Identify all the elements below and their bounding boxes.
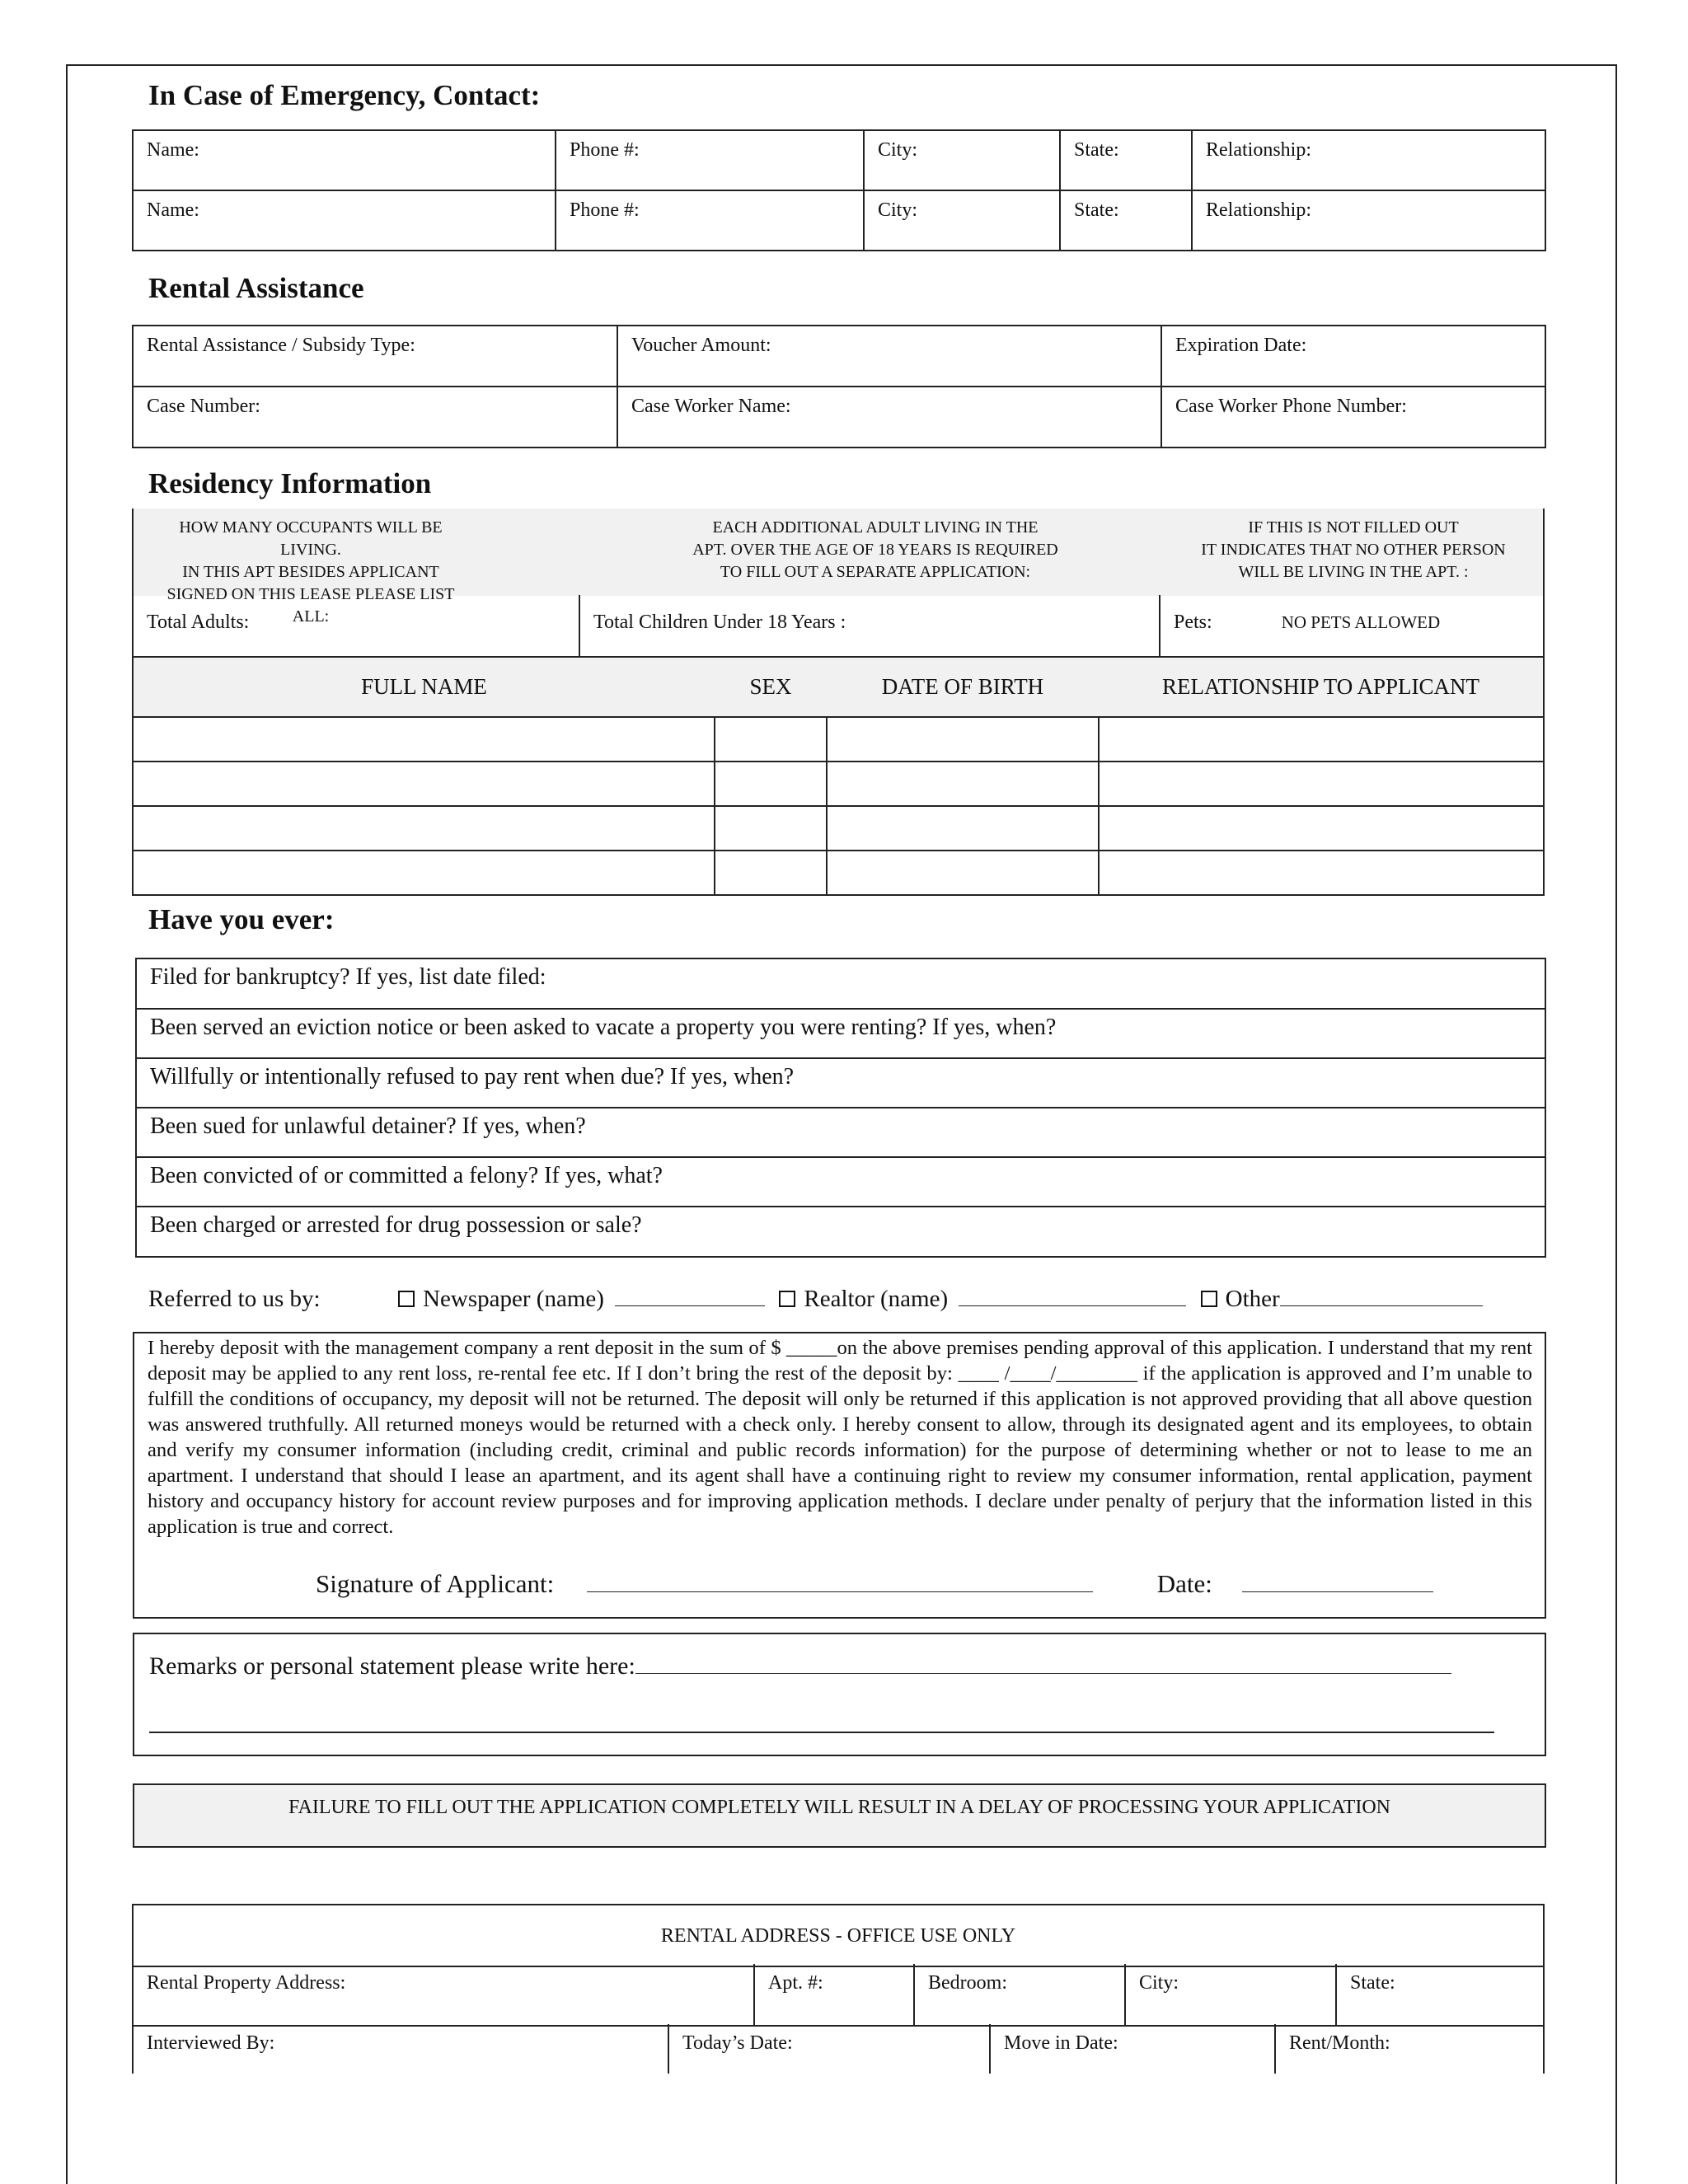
office-state-field[interactable]: State: [1336, 1964, 1544, 2026]
residency-note-adults: EACH ADDITIONAL ADULT LIVING IN THE APT. OVER THE AGE OF 18 YEARS IS REQUIRED TO FILL OUT A SEPARATE APPLICATION: [692, 518, 1058, 581]
occupant-sex-cell[interactable] [715, 806, 827, 851]
realtor-checkbox[interactable] [779, 1291, 795, 1307]
signature-date-line[interactable] [1242, 1591, 1433, 1592]
signature-line[interactable] [587, 1591, 1093, 1592]
emergency-table [132, 129, 1546, 251]
occupant-dob-cell[interactable] [827, 851, 1099, 895]
move-in-date-field[interactable]: Move in Date: [990, 2024, 1275, 2074]
occupant-name-cell[interactable] [133, 717, 715, 762]
emergency-relationship-2[interactable]: Relationship: [1192, 190, 1545, 251]
occupant-name-cell[interactable] [133, 851, 715, 895]
question-felony[interactable]: Been convicted of or committed a felony? If yes, what? [136, 1157, 1545, 1207]
interviewed-by-field[interactable]: Interviewed By: [133, 2024, 668, 2074]
have-you-ever-heading: Have you ever: [148, 903, 335, 935]
remarks-line-2[interactable] [149, 1732, 1494, 1733]
residency-totals-table [132, 595, 1545, 658]
residency-heading: Residency Information [148, 467, 432, 499]
case-worker-phone-field[interactable]: Case Worker Phone Number: [1161, 387, 1545, 448]
emergency-state-2[interactable]: State: [1060, 190, 1192, 251]
date-label: Date: [1156, 1569, 1212, 1598]
newspaper-label: Newspaper (name) [423, 1286, 604, 1312]
case-number-field[interactable]: Case Number: [133, 387, 617, 448]
question-drugs[interactable]: Been charged or arrested for drug possession or sale? [136, 1207, 1545, 1257]
bedroom-field[interactable]: Bedroom: [914, 1964, 1125, 2026]
question-unlawful-detainer[interactable]: Been sued for unlawful detainer? If yes, when? [136, 1108, 1545, 1157]
signature-row [316, 1569, 1433, 1599]
office-use-row1-table [132, 1964, 1545, 2027]
rental-assistance-heading: Rental Assistance [148, 272, 364, 304]
occupant-sex-cell[interactable] [715, 717, 827, 762]
emergency-city-1[interactable]: City: [864, 130, 1060, 190]
office-city-field[interactable]: City: [1125, 1964, 1336, 2026]
emergency-phone-1[interactable]: Phone #: [556, 130, 864, 190]
col-full-name: FULL NAME [133, 657, 715, 717]
rent-month-field[interactable]: Rent/Month: [1275, 2024, 1544, 2074]
pets-value: NO PETS ALLOWED [1281, 612, 1441, 632]
remarks-box [133, 1633, 1546, 1756]
emergency-name-1[interactable]: Name: [133, 130, 556, 190]
question-refused-rent[interactable]: Willfully or intentionally refused to pay rent when due? If yes, when? [136, 1058, 1545, 1108]
col-relationship: RELATIONSHIP TO APPLICANT [1099, 657, 1544, 717]
emergency-state-1[interactable]: State: [1060, 130, 1192, 190]
occupant-relationship-cell[interactable] [1099, 851, 1544, 895]
questions-table [135, 958, 1546, 1258]
newspaper-name-line[interactable] [615, 1305, 765, 1306]
occupant-dob-cell[interactable] [827, 806, 1099, 851]
total-children-field[interactable]: Total Children Under 18 Years : [579, 595, 1160, 657]
expiration-date-field[interactable]: Expiration Date: [1161, 326, 1545, 387]
occupant-sex-cell[interactable] [715, 851, 827, 895]
col-sex: SEX [715, 657, 827, 717]
signature-label: Signature of Applicant: [316, 1569, 555, 1598]
pets-label: Pets: [1174, 612, 1212, 633]
other-label: Other [1225, 1286, 1280, 1312]
occupant-relationship-cell[interactable] [1099, 806, 1544, 851]
voucher-amount-field[interactable]: Voucher Amount: [617, 326, 1161, 387]
other-line[interactable] [1280, 1305, 1483, 1306]
referral-label: Referred to us by: [148, 1286, 321, 1312]
case-worker-name-field[interactable]: Case Worker Name: [617, 387, 1161, 448]
pets-field[interactable] [1160, 595, 1544, 657]
other-checkbox[interactable] [1201, 1291, 1217, 1307]
residency-note-occupants: HOW MANY OCCUPANTS WILL BE LIVING. IN THIS APT BESIDES APPLICANT SIGNED ON THIS LEASE PLEASE LIST ALL: [166, 518, 455, 626]
referral-row [148, 1286, 1550, 1313]
rental-property-address-field[interactable]: Rental Property Address: [133, 1964, 754, 2026]
occupants-table [132, 656, 1545, 896]
remarks-label: Remarks or personal statement please write here: [149, 1652, 635, 1680]
subsidy-type-field[interactable]: Rental Assistance / Subsidy Type: [133, 326, 617, 387]
realtor-label: Realtor (name) [804, 1286, 949, 1312]
realtor-name-line[interactable] [959, 1305, 1186, 1306]
office-use-title: RENTAL ADDRESS - OFFICE USE ONLY [133, 1905, 1544, 1966]
occupant-dob-cell[interactable] [827, 717, 1099, 762]
apt-number-field[interactable]: Apt. #: [754, 1964, 914, 2026]
question-eviction[interactable]: Been served an eviction notice or been asked to vacate a property you were renting? If yes, when? [136, 1009, 1545, 1058]
emergency-city-2[interactable]: City: [864, 190, 1060, 251]
emergency-name-2[interactable]: Name: [133, 190, 556, 251]
remarks-row [149, 1652, 1451, 1680]
occupant-sex-cell[interactable] [715, 762, 827, 806]
todays-date-field[interactable]: Today’s Date: [668, 2024, 990, 2074]
total-adults-field[interactable]: Total Adults: [133, 595, 579, 657]
rental-assistance-table [132, 325, 1546, 448]
warning-banner: FAILURE TO FILL OUT THE APPLICATION COMPLETELY WILL RESULT IN A DELAY OF PROCESSING YOUR APPLICATION [133, 1783, 1546, 1848]
office-use-title-table [132, 1904, 1545, 1967]
col-dob: DATE OF BIRTH [827, 657, 1099, 717]
table-row [133, 717, 1544, 762]
table-row [133, 851, 1544, 895]
table-row [133, 762, 1544, 806]
deposit-text: I hereby deposit with the management company a rent deposit in the sum of $ _____on the above premises pending approval of this application. I understand that my rent deposit may be applied to any rent loss, re-rental fee etc. If I don’t bring the rest of the deposit by: ____ /____/________ if the application is approved and I’m unable to fulfill the conditions of occupancy, my deposit will not be returned. The deposit will only be returned if this application is not approved providing that all above question was answered truthfully. All returned moneys would be returned with a check only. I hereby consent to allow, through its designated agent and its employees, to obtain and verify my consumer information (including credit, criminal and public records information) for the purpose of determining whether or not to lease to me an apartment. I understand that should I lease an apartment, and its agent shall have a continuing right to review my consumer information, rental application, payment history and occupancy history for account review purposes and for improving application methods. I declare under penalty of perjury that the information listed in this application is true and correct. [148, 1337, 1532, 1538]
occupant-relationship-cell[interactable] [1099, 717, 1544, 762]
remarks-line-1[interactable] [635, 1673, 1451, 1674]
emergency-phone-2[interactable]: Phone #: [556, 190, 864, 251]
residency-note-others: IF THIS IS NOT FILLED OUT IT INDICATES THAT NO OTHER PERSON WILL BE LIVING IN THE APT. : [1201, 518, 1506, 581]
deposit-box [133, 1332, 1546, 1619]
question-bankruptcy[interactable]: Filed for bankruptcy? If yes, list date filed: [136, 958, 1545, 1009]
occupant-relationship-cell[interactable] [1099, 762, 1544, 806]
newspaper-checkbox[interactable] [398, 1291, 415, 1307]
emergency-heading: In Case of Emergency, Contact: [148, 79, 541, 111]
occupant-dob-cell[interactable] [827, 762, 1099, 806]
table-row [133, 806, 1544, 851]
office-use-row2-table [132, 2024, 1545, 2074]
occupant-name-cell[interactable] [133, 762, 715, 806]
emergency-relationship-1[interactable]: Relationship: [1192, 130, 1545, 190]
occupant-name-cell[interactable] [133, 806, 715, 851]
